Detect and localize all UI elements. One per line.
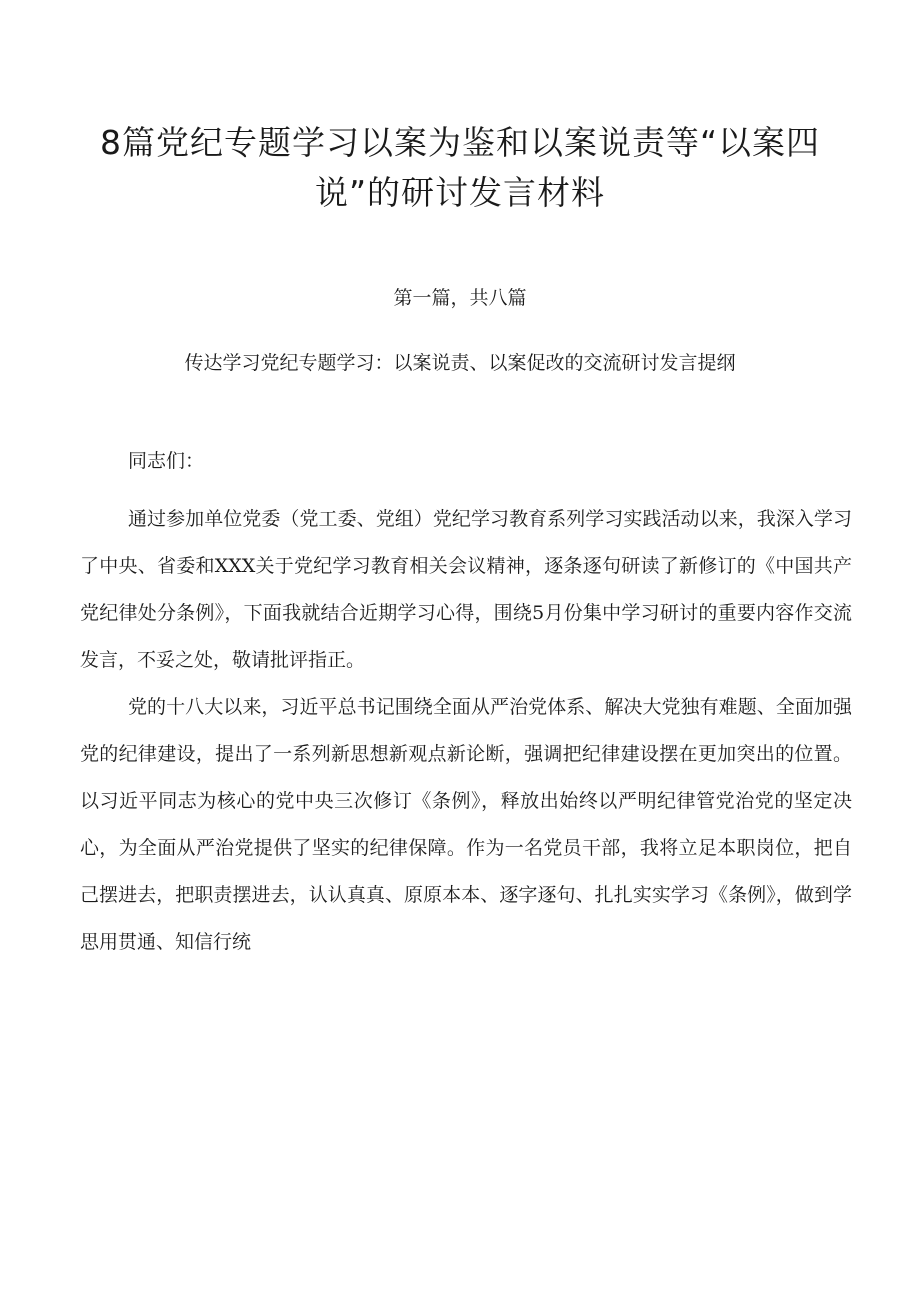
- part-label: 第一篇，共八篇: [393, 287, 527, 309]
- section-title: 传达学习党纪专题学习：以案说责、以案促改的交流研讨发言提纲: [184, 352, 736, 374]
- body-paragraph: 通过参加单位党委（党工委、党组）党纪学习教育系列学习实践活动以来，我深入学习了中央、省委和XXX关于党纪学习教育相关会议精神，逐条逐句研读了新修订的《中国共产党纪律处分条例》，下面我就结合近期学习心得，围绕5月份集中学习研讨的重要内容作交流发言，不妥之处，敬请批评指正。: [80, 508, 852, 671]
- document-title: 8篇党纪专题学习以案为鉴和以案说责等“以案四说”的研讨发言材料: [99, 123, 821, 212]
- salutation: 同志们：: [128, 450, 205, 472]
- body-paragraph: 党的十八大以来，习近平总书记围绕全面从严治党体系、解决大党独有难题、全面加强党的纪律建设，提出了一系列新思想新观点新论断，强调把纪律建设摆在更加突出的位置。以习近平同志为核心的党中央三次修订《条例》，释放出始终以严明纪律管党治党的坚定决心，为全面从严治党提供了坚实的纪律保障。作为一名党员干部，我将立足本职岗位，把自己摆进去，把职责摆进去，认认真真、原原本本、逐字逐句、扎扎实实学习《条例》，做到学思用贯通、知信行统: [80, 696, 852, 953]
